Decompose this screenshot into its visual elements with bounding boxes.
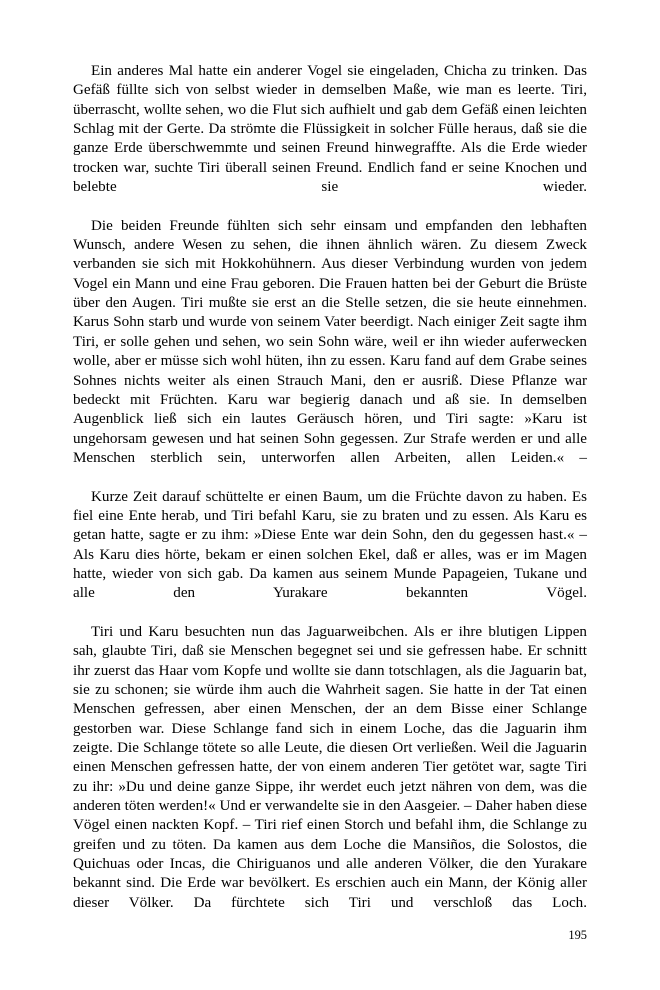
paragraph: Die beiden Freunde fühlten sich sehr einsam und empfanden den lebhaften Wunsch, andere Wesen zu sehen, die ihnen ähnlich wären. Zu diesem Zweck verbanden sie sich mit Hokkohühnern. Aus dieser Verbindung wurden von jedem Vogel ein Mann und eine Frau geboren. Die Frauen hatten bei der Geburt die Brüste über den Augen. Tiri mußte sie erst an die Stelle setzen, die sie heute einnehmen. Karus Sohn starb und wurde von seinem Vater beerdigt. Nach einiger Zeit sagte ihm Tiri, er solle gehen und sehen, wo sein Sohn wäre, weil er ihn wieder auferwecken wolle, aber er müsse sich wohl hüten, ihn zu essen. Karu fand auf dem Grabe seines Sohnes nichts weiter als einen Strauch Mani, den er ausriß. Diese Pflanze war bedeckt mit Früchten. Karu war begierig danach und aß sie. In demselben Augenblick ließ sich ein lautes Geräusch hören, und Tiri sagte: »Karu ist ungehorsam gewesen und hat seinen Sohn gegessen. Zur Strafe werden er und alle Menschen sterblich sein, unterworfen allen Arbeiten, allen Leiden.« –	[73, 217, 587, 466]
paragraph: Tiri und Karu besuchten nun das Jaguarweibchen. Als er ihre blutigen Lippen sah, glaubte Tiri, daß sie Menschen begegnet sei und sie gefressen habe. Er schnitt ihr zuerst das Haar vom Kopfe und wollte sie dann totschlagen, als die Jaguarin bat, sie zu schonen; sie würde ihm auch die Wahrheit sagen. Sie hatte in der Tat einen Menschen gefressen, aber einen Menschen, der an dem Bisse einer Schlange gestorben war. Diese Schlange fand sich in einem Loche, das die Jaguarin ihm zeigte. Die Schlange tötete so alle Leute, die diesen Ort verließen. Weil die Jaguarin einen Menschen gefressen hatte, der von einem anderen Tier getötet war, sagte Tiri zu ihr: »Du und deine ganze Sippe, ihr werdet euch jetzt nähren von dem, was die anderen töten werden!« Und er verwandelte sie in den Aasgeier. – Daher haben diese Vögel einen nackten Kopf. – Tiri rief einen Storch und befahl ihm, die Schlange zu greifen und zu töten. Da kamen aus dem Loche die Mansiños, die Solostos, die Quichuas oder Incas, die Chiriguanos und alle anderen Völker, die den Yurakare bekannt sind. Die Erde war bevölkert. Es erschien auch ein Mann, der König aller dieser Völker. Da fürchtete sich Tiri und verschloß das Loch.	[73, 623, 587, 911]
page-text-block	[73, 62, 587, 932]
page-number: 195	[568, 928, 587, 942]
paragraph: Kurze Zeit darauf schüttelte er einen Baum, um die Früchte davon zu haben. Es fiel eine Ente herab, und Tiri befahl Karu, sie zu braten und zu essen. Als Karu es getan hatte, sagte er zu ihm: »Diese Ente war dein Sohn, den du gegessen hast.« – Als Karu dies hörte, bekam er einen solchen Ekel, daß er alles, was er im Magen hatte, wieder von sich gab. Da kamen aus seinem Munde Papageien, Tukane und alle den Yurakare bekannten Vögel.	[73, 488, 587, 602]
paragraph: Ein anderes Mal hatte ein anderer Vogel sie eingeladen, Chicha zu trinken. Das Gefäß füllte sich von selbst wieder in demselben Maße, wie man es leerte. Tiri, überrascht, wollte sehen, wo die Flut sich aufhielt und gab dem Gefäß einen leichten Schlag mit der Gerte. Da strömte die Flüssigkeit in solcher Fülle heraus, daß sie die ganze Erde überschwemmte und seinen Freund hinwegraffte. Als die Erde wieder trocken war, suchte Tiri überall seinen Freund. Endlich fand er seine Knochen und belebte sie wieder.	[73, 63, 587, 196]
